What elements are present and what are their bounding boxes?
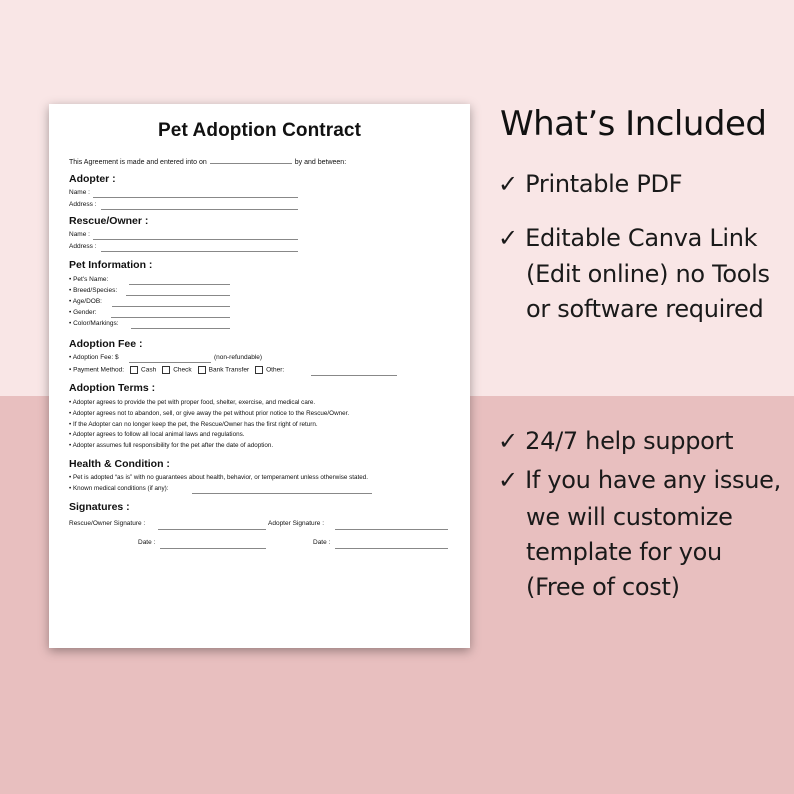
pet-age-field[interactable] <box>112 306 230 307</box>
rescue-signature-label: Rescue/Owner Signature : <box>69 520 146 527</box>
contract-sheet <box>49 104 470 648</box>
agreement-suffix: by and between: <box>294 159 347 166</box>
feature-customize-detail-3: (Free of cost) <box>526 573 680 601</box>
payment-other-field[interactable] <box>311 375 397 376</box>
whats-included-heading: What’s Included <box>500 104 767 144</box>
checkbox-other[interactable] <box>255 366 263 374</box>
term-item: • Adopter assumes full responsibility for the pet after the date of adoption. <box>69 442 274 450</box>
rescue-signature-field[interactable] <box>158 529 266 530</box>
term-item: • If the Adopter can no longer keep the pet, the Rescue/Owner has the first right of return. <box>69 420 318 428</box>
checkbox-bank-transfer[interactable] <box>198 366 206 374</box>
rescue-name-field[interactable] <box>93 239 298 240</box>
pet-field-color: • Color/Markings: <box>69 320 119 327</box>
rescue-heading: Rescue/Owner : <box>69 215 149 227</box>
pet-color-field[interactable] <box>131 328 230 329</box>
pet-field-age: • Age/DOB: <box>69 298 102 305</box>
feature-canva-detail-1: (Edit online) no Tools <box>526 260 770 288</box>
health-heading: Health & Condition : <box>69 458 170 470</box>
adopter-heading: Adopter : <box>69 173 116 185</box>
option-cash: Cash <box>141 366 157 374</box>
adopter-name-label: Name : <box>69 189 90 196</box>
option-bank-transfer: Bank Transfer <box>208 366 250 374</box>
date-field-adopter[interactable] <box>335 548 448 549</box>
date-label-rescue: Date : <box>138 539 156 546</box>
payment-method-row <box>69 366 284 375</box>
pet-field-breed: • Breed/Species: <box>69 287 118 294</box>
pet-breed-field[interactable] <box>126 295 230 296</box>
medical-conditions-field[interactable] <box>192 493 372 494</box>
adopter-signature-field[interactable] <box>335 529 448 530</box>
pet-field-gender: • Gender: <box>69 309 97 316</box>
adopter-signature-label: Adopter Signature : <box>268 520 325 527</box>
feature-customize: ✓ If you have any issue, <box>498 466 781 494</box>
agreement-date-field[interactable] <box>210 158 292 164</box>
feature-canva-detail-2: or software required <box>526 295 764 323</box>
fee-amount-field[interactable] <box>129 362 211 363</box>
option-other: Other: <box>266 366 285 374</box>
fee-note: (non-refundable) <box>214 354 263 361</box>
term-item: • Adopter agrees not to abandon, sell, or give away the pet without prior notice to the Rescue/Owner. <box>69 409 350 417</box>
feature-printable-pdf: ✓ Printable PDF <box>498 170 683 198</box>
pet-gender-field[interactable] <box>111 317 230 318</box>
checkbox-check[interactable] <box>162 366 170 374</box>
health-item: • Pet is adopted “as is” with no guarantees about health, behavior, or temperament unless otherwise stated. <box>69 474 369 481</box>
payment-method-label: • Payment Method: <box>69 366 125 374</box>
rescue-name-label: Name : <box>69 231 90 238</box>
checkbox-cash[interactable] <box>130 366 138 374</box>
adopter-name-field[interactable] <box>93 197 298 198</box>
feature-customize-detail-2: template for you <box>526 538 722 566</box>
rescue-address-field[interactable] <box>101 251 298 252</box>
option-check: Check <box>173 366 192 374</box>
signatures-heading: Signatures : <box>69 501 130 513</box>
document-title: Pet Adoption Contract <box>158 120 361 141</box>
fee-heading: Adoption Fee : <box>69 338 143 350</box>
health-item: • Known medical conditions (if any): <box>69 484 169 492</box>
agreement-prefix: This Agreement is made and entered into on <box>69 159 207 166</box>
terms-list <box>69 398 349 452</box>
agreement-line <box>69 158 346 166</box>
adopter-address-label: Address : <box>69 201 97 208</box>
feature-customize-detail-1: we will customize <box>526 503 733 531</box>
fee-label: • Adoption Fee: $ <box>69 354 119 361</box>
pet-info-heading: Pet Information : <box>69 259 153 271</box>
feature-canva-link: ✓ Editable Canva Link <box>498 224 758 252</box>
feature-help-support: ✓ 24/7 help support <box>498 427 734 455</box>
date-field-rescue[interactable] <box>160 548 266 549</box>
date-label-adopter: Date : <box>313 539 331 546</box>
pet-field-name: • Pet's Name: <box>69 276 109 283</box>
rescue-address-label: Address : <box>69 243 97 250</box>
pet-name-field[interactable] <box>129 284 230 285</box>
term-item: • Adopter agrees to follow all local animal laws and regulations. <box>69 431 245 439</box>
term-item: • Adopter agrees to provide the pet with proper food, shelter, exercise, and medical care. <box>69 399 316 406</box>
adopter-address-field[interactable] <box>101 209 298 210</box>
terms-heading: Adoption Terms : <box>69 382 156 394</box>
health-list <box>69 473 368 495</box>
